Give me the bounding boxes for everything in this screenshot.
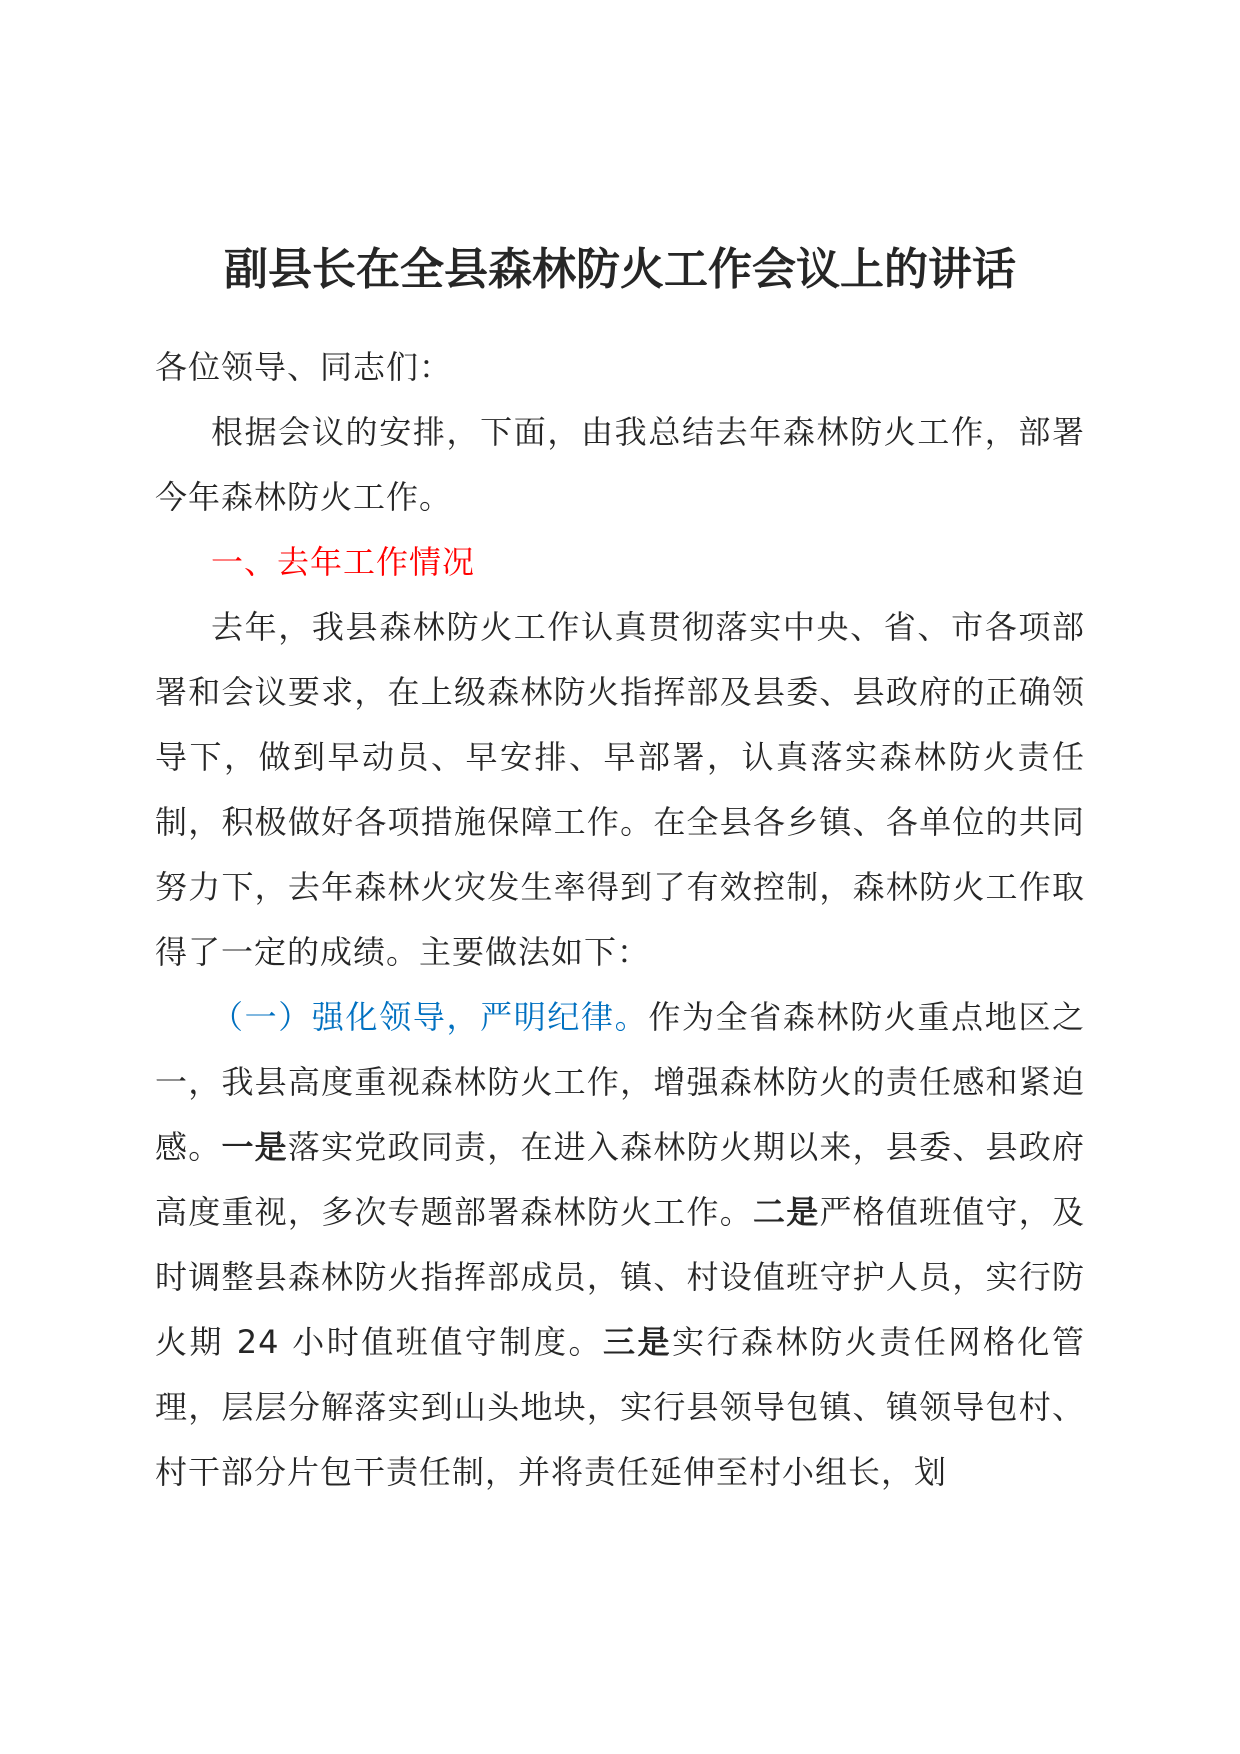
section-heading: 一、去年工作情况 bbox=[211, 543, 476, 581]
point-label-2: 二是 bbox=[752, 1193, 820, 1231]
subsection-paragraph bbox=[155, 985, 1085, 1505]
section-paragraph: 去年，我县森林防火工作认真贯彻落实中央、省、市各项部署和会议要求，在上级森林防火指挥部及县委、县政府的正确领导下，做到早动员、早安排、早部署，认真落实森林防火责任制，积极做好各项措施保障工作。在全县各乡镇、各单位的共同努力下，去年森林火灾发生率得到了有效控制，森林防火工作取得了一定的成绩。主要做法如下： bbox=[155, 608, 1085, 971]
subsection-heading: （一）强化领导，严明纪律。 bbox=[211, 998, 649, 1036]
document-body bbox=[155, 335, 1085, 1505]
subsection-text: 作为全省森林防火重点地区之一，我县高度重视森林防火工作，增强森林防火的责任感和紧迫感。 bbox=[155, 998, 1085, 1166]
point-label-1: 一是 bbox=[221, 1128, 288, 1166]
document-title: 副县长在全县森林防火工作会议上的讲话 bbox=[224, 244, 1016, 295]
point-text-1: 落实党政同责，在进入森林防火期以来，县委、县政府高度重视，多次专题部署森林防火工作。 bbox=[155, 1128, 1085, 1231]
point-text-2: 严格值班值守，及时调整县森林防火指挥部成员，镇、村设值班守护人员，实行防火期 24 小时值班值守制度。 bbox=[155, 1193, 1085, 1361]
intro-paragraph: 根据会议的安排，下面，由我总结去年森林防火工作，部署今年森林防火工作。 bbox=[155, 413, 1085, 516]
point-label-3: 三是 bbox=[603, 1323, 673, 1361]
salutation: 各位领导、同志们： bbox=[155, 348, 453, 386]
point-text-3: 实行森林防火责任网格化管理，层层分解落实到山头地块，实行县领导包镇、镇领导包村、村干部分片包干责任制，并将责任延伸至村小组长，划 bbox=[155, 1323, 1085, 1491]
